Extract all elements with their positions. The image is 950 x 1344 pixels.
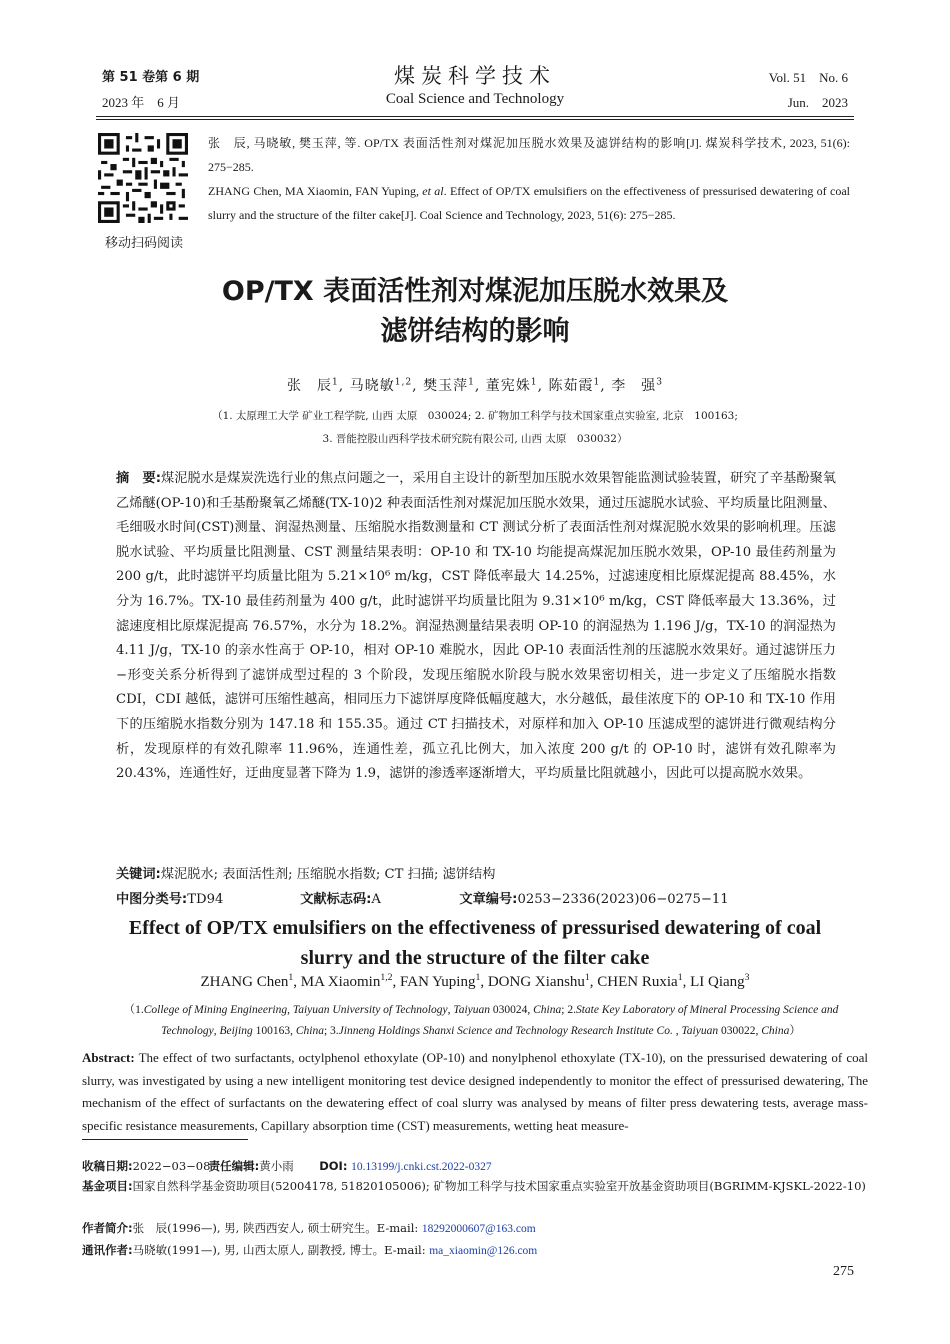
affiliations-cn: （1. 太原理工大学 矿业工程学院, 山西 太原 030024; 2. 矿物加工科学与技术国家重点实验室, 北京 100163; 3. 晋能控股山西科学技术研究院有限公司, 山西 太原 030032） — [212, 410, 738, 445]
abstract-cn-label: 摘 要: — [116, 471, 161, 486]
header-rule — [96, 116, 854, 117]
header-rule-2 — [96, 119, 854, 120]
citation-block — [208, 131, 850, 227]
volume-en: Vol. 51 No. 6 — [768, 70, 848, 85]
abstract-en — [82, 1047, 868, 1137]
abstract-en-text: The effect of two surfactants, octylphenol ethoxylate (OP-10) and nonylphenol ethoxylate (TX-10), on the pressurised dewatering of coal slurry, was investigated by using a new intelligent monitoring test device designed independently to monitor the effect of pressurised dewatering, The mechanism of the effect of surfactants on the dewatering effect of coal slurry was analysed by means of filter press dewatering tests, average mass-specific resistance measurements, Capillary absorption time (CST) measurements, wetting heat measure- — [82, 1050, 868, 1133]
page-number: 275 — [833, 1264, 854, 1279]
author-cn: 陈茹霞$^1$ — [548, 377, 601, 394]
footnote-funding: 基金项目:国家自然科学基金资助项目(52004178, 51820105006); 矿物加工科学与技术国家重点实验室开放基金资助项目(BGRIMM-KJSKL-2022-10) — [82, 1179, 866, 1193]
paper-title-cn: OP/TX 表面活性剂对煤泥加压脱水效果及 滤饼结构的影响 — [221, 276, 729, 347]
citation-cn: 张 辰, 马晓敏, 樊玉萍, 等. OP/TX 表面活性剂对煤泥加压脱水效果及滤饼结构的影响[J]. 煤炭科学技术, 2023, 51(6): 275−285. — [208, 136, 850, 174]
paper-title-en: Effect of OP/TX emulsifiers on the effectiveness of pressurised dewatering of coal slurry and the structure of the filter cake — [128, 917, 822, 969]
citation-en: ZHANG Chen, MA Xiaomin, FAN Yuping, et al. Effect of OP/TX emulsifiers on the effectiveness of pressurised dewatering of coal slurry and the structure of the filter cake[J]. Coal Science and Technology, 2023, 51(6): 275−285. — [208, 184, 850, 222]
author-cn: 董宪姝$^1$ — [485, 377, 538, 394]
journal-title-cn: 煤炭科学技术 — [394, 64, 556, 88]
authors-cn: 张 辰$^1$, 马晓敏$^{1,2}$, 樊玉萍$^1$, 董宪姝$^1$, 陈茹霞$^1$, 李 强$^3$ — [287, 377, 663, 394]
corr-email-link[interactable]: ma_xiaomin@126.com — [429, 1245, 538, 1257]
footnote-corresponding: 通讯作者:马晓敏(1991—), 男, 山西太原人, 副教授, 博士。E-mail: ma_xiaomin@126.com — [82, 1243, 538, 1257]
volume-cn: 第 51 卷第 6 期 — [102, 70, 200, 85]
doi-link[interactable]: 10.13199/j.cnki.cst.2022-0327 — [351, 1161, 492, 1173]
abstract-en-label: Abstract: — [82, 1050, 135, 1065]
abstract-cn-text: 煤泥脱水是煤炭洗选行业的焦点问题之一，采用自主设计的新型加压脱水效果智能监测试验装置，研究了辛基酚聚氧乙烯醚(OP-10)和壬基酚聚氧乙烯醚(TX-10)2 种表面活性剂对煤泥加压脱水效果，通过压滤脱水试验、平均质量比阻测量、毛细吸水时间(CST)测量、润湿热测量、压缩脱水指数测量和 CT 测试分析了表面活性剂对煤泥脱水效果的影响机理。压滤脱水试验、平均质量比阻测量、CST 测量结果表明：OP-10 和 TX-10 均能提高煤泥加压脱水效果，OP-10 最佳药剂量为 200 g/t，此时滤饼平均质量比阻为 5.21×10⁶ m/kg，CST 降低率最大 14.25%，过滤速度相比原煤泥提高 88.45%，水分为 16.7%。TX-10 最佳药剂量为 400 g/t，此时滤饼平均质量比阻为 9.31×10⁶ m/kg，CST 降低率最大 13.36%，过滤速度相比原煤泥提高 76.57%，水分为 18.2%。润湿热测量结果表明 OP-10 的润湿热为 1.196 J/g，TX-10 的润湿热为 4.11 J/g，TX-10 的亲水性高于 OP-10，相对 OP-10 难脱水，因此 OP-10 表面活性剂的压滤脱水效果好。通过滤饼压力−形变关系分析得到了滤饼成型过程的 3 个阶段，发现压缩脱水阶段与脱水效果密切相关，进一步定义了压缩脱水指数 CDI，CDI 越低，滤饼可压缩性越高，相同压力下滤饼厚度降低幅度越大，水分越低，最佳浓度下的 OP-10 和 TX-10 作用下的压缩脱水指数分别为 147.18 和 155.35。通过 CT 扫描技术，对原样和加入 OP-10 压滤成型的滤饼进行微观结构分析，发现原样的有效孔隙率 11.96%，连通性差，孤立孔比例大，加入浓度 200 g/t 的 OP-10 时，滤饼有效孔隙率为 20.43%，连通性好，迂曲度显著下降为 1.9，滤饼的渗透率逐渐增大，平均质量比阻就越小，因此可以提高脱水效果。 — [116, 471, 836, 782]
author-cn: 樊玉萍$^1$ — [423, 377, 475, 394]
keywords-cn: 关键词:煤泥脱水; 表面活性剂; 压缩脱水指数; CT 扫描; 滤饼结构 — [116, 867, 496, 882]
date-cn: 2023 年 6 月 — [102, 95, 181, 110]
footnote-received: 收稿日期:2022−03−08责任编辑:黄小雨 DOI: 10.13199/j.cnki.cst.2022-0327 — [82, 1159, 492, 1173]
authors-en: ZHANG Chen$^1$, MA Xiaomin$^{1,2}$, FAN Yuping$^1$, DONG Xianshu$^1$, CHEN Ruxia$^1$, LI Qiang$^3$ — [200, 972, 750, 990]
date-en: Jun. 2023 — [787, 95, 848, 110]
author-cn: 张 辰$^1$ — [287, 377, 339, 394]
qr-caption: 移动扫码阅读 — [104, 236, 183, 251]
author-email-link[interactable]: 18292000607@163.com — [421, 1223, 536, 1235]
footnote-divider — [82, 1139, 248, 1140]
journal-title-en: Coal Science and Technology — [385, 91, 565, 107]
classification-line: 中图分类号:TD94 文献标志码:A 文章编号:0253−2336(2023)06−0275−11 — [116, 892, 729, 907]
affiliations-en: （1.College of Mining Engineering, Taiyuan University of Technology, Taiyuan 030024, China; 2.State Key Laboratory of Mineral Processing Science and Technology, Beijing 100163, China; 3.Jinneng Holdings Shanxi Science and Technology Research Institute Co. , Taiyuan 030022, China） — [123, 1004, 839, 1037]
author-cn: 马晓敏$^{1,2}$ — [349, 377, 413, 394]
qr-code-icon[interactable] — [98, 133, 188, 223]
abstract-cn — [116, 467, 836, 787]
footnote-author: 作者简介:张 辰(1996—), 男, 陕西西安人, 硕士研究生。E-mail: 18292000607@163.com — [82, 1221, 536, 1235]
author-cn: 李 强$^3$ — [611, 377, 663, 394]
